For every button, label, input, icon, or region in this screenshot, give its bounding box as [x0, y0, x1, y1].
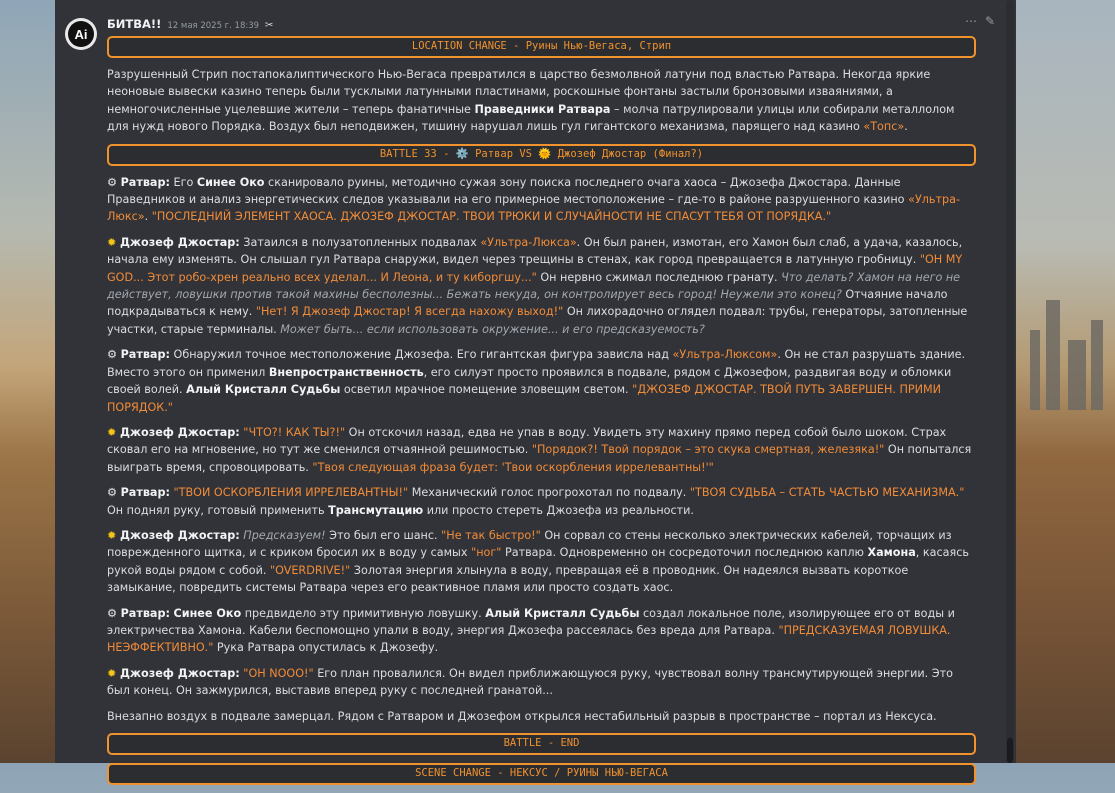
p1-orange-2: "ПОСЛЕДНИЙ ЭЛЕМЕНТ ХАОСА. ДЖОЗЕФ ДЖОСТАР. ТВОИ ТРЮКИ И СЛУЧАЙНОСТИ НЕ СПАСУТ ТЕБЯ ОТ ПОРЯДКА." [151, 210, 832, 224]
message-actions [965, 14, 995, 28]
scene-change-banner: SCENE CHANGE - НЕКСУС / РУИНЫ НЬЮ-ВЕГАСА [107, 763, 976, 785]
p7-orange-1: "ПРЕДСКАЗУЕМАЯ ЛОВУШКА. НЕЭФФЕКТИВНО." [107, 623, 951, 655]
message-header [107, 17, 273, 33]
paragraph-ratvar-1 [107, 174, 976, 226]
p6-orange-3: "OVERDRIVE!" [269, 563, 351, 577]
p2-text-5: Он лихорадочно оглядел подвал: трубы, генераторы, затопленные участки, старые терминалы. [107, 305, 968, 336]
location-change-banner: LOCATION CHANGE - Руины Нью-Вегаса, Стрип [107, 36, 976, 58]
scrollbar-track[interactable] [1006, 0, 1014, 763]
speaker-name: Ратвар: [120, 175, 170, 189]
p3-orange-1: «Ультра-Люксом» [672, 348, 778, 362]
speaker-name: Джозеф Джостар: [119, 528, 240, 542]
p5-orange-1: "ТВОИ ОСКОРБЛЕНИЯ ИРРЕЛЕВАНТНЫ!" [173, 486, 409, 500]
paragraph-ratvar-3 [107, 484, 976, 519]
p6-bold-1: Хамона [867, 546, 916, 560]
p2-text-1: Затаился в полузатопленных подвалах [239, 235, 481, 249]
timestamp[interactable]: 12 мая 2025 г. 18:39 [167, 21, 260, 31]
p1-text-1: Его [169, 175, 197, 189]
intro-text-1: Разрушенный Стрип постапокалиптического Нью-Вегаса превратился в царство безмолвной латуни под властью Ратвара. Некогда яркие неоновые вывески казино теперь были тусклыми латунными пластинами, роскошные фонтаны застыли бронзовыми изваяниями, а немногочисленные уцелевшие жители – теперь фанатичные [107, 68, 931, 116]
p6-text-5: Золотая энергия хлынула в воду, превращая её в проводник. Он надеялся вызвать короткое замыкание, повредить системы Ратвара через его реактивное пламя или просто создать хаос. [107, 563, 909, 595]
p2-text-2: . Он был ранен, измотан, его Хамон был слаб, а удача, казалось, начала ему изменять. Он слышал гул Ратвара снаружи, видел через трещины в стенах, как город превращается в латунную гробницу. [107, 235, 963, 267]
speaker-name: Джозеф Джостар: [119, 666, 240, 680]
avatar-text: Ai [68, 21, 94, 47]
paragraph-joseph-1 [107, 234, 976, 338]
sun-icon: ✹ [107, 425, 117, 439]
gear-icon: ⚙ [107, 606, 118, 620]
intro-text-3: . [904, 120, 908, 134]
p2-italic-2: Может быть... если использовать окружение... и его предсказуемость? [280, 322, 705, 336]
p7-bold-2: Алый Кристалл Судьбы [485, 606, 640, 620]
p4-orange-2: "Порядок?! Твой порядок – это скука смертная, железяка!" [531, 443, 885, 457]
battle-end-banner: BATTLE - END [107, 733, 976, 755]
p8-text-1: Его план провалился. Он видел приближающуюся руку, чувствовал волну трансмутирующей энергии. Это был конец. Он зажмурился, выставив вперед руку с последней гранатой... [107, 666, 953, 698]
p7-text-2: создал локальное поле, изолирующее его от воды и электричества Хамона. Кабели беспомощно упали в воду, энергия Джозефа рассеялась без вреда для Ратвара. [107, 606, 955, 637]
p5-text-1: Механический голос прогрохотал по подвалу. [408, 486, 690, 500]
p6-text-4: , касаясь рукой воды рядом с собой. [107, 546, 969, 577]
chat-panel [55, 0, 1016, 780]
p6-orange-2: "ног" [471, 546, 502, 560]
p2-italic-1: Что делать? Хамон на него не действует, ловушки против такой махины бесполезны... Бежать некуда, он контролирует весь город! Неужели это конец? [107, 270, 961, 302]
p7-text-3: Рука Ратвара опустилась к Джозефу. [213, 641, 439, 655]
pin-icon: ✂ [265, 20, 274, 31]
p6-text-3: Ратвара. Одновременно он сосредоточил последнюю каплю [501, 546, 868, 560]
gear-icon: ⚙ [107, 348, 118, 362]
intro-bold-1: Праведники Ратвара [474, 102, 611, 116]
p1-text-2: сканировало руины, методично сужая зону поиска последнего очага хаоса – Джозефа Джостара. Данные Праведников и анализ энергетических следов указывали на его примерное местоположение – где-то в районе разрушенного казино [107, 175, 909, 207]
p2-text-4: Отчаяние начало подкрадываться к нему. [107, 288, 948, 319]
p6-italic-1: Предсказуем! [243, 528, 326, 542]
message-content [107, 36, 976, 793]
p7-bold-1: Синее Око [173, 606, 242, 620]
gear-icon: ⚙ [107, 486, 118, 500]
avatar[interactable] [65, 18, 97, 50]
p4-orange-3: "Твоя следующая фраза будет: 'Твои оскорбления иррелевантны!'" [312, 460, 714, 474]
p3-bold-2: Алый Кристалл Судьбы [186, 383, 341, 397]
intro-text-2: – молча патрулировали улицы или собирали металлолом для нужд нового Порядка. Воздух был неподвижен, тишину нарушал лишь гул гигантского механизма, парящего над казино [107, 102, 955, 134]
p4-text-1: Он отскочил назад, едва не упав в воду. Увидеть эту махину прямо перед собой было шоком. Страх сковал его на мгновение, но тут же сменился отчаянной решимостью. [107, 425, 947, 457]
p2-orange-3: "Нет! Я Джозеф Джостар! Я всегда нахожу выход!" [255, 305, 564, 319]
background-right [1016, 0, 1115, 763]
p3-text-1: Обнаружил точное местоположение Джозефа. Его гигантская фигура зависла над [169, 348, 673, 362]
paragraph-joseph-4 [107, 665, 976, 700]
p8-orange-1: "OH NOOO!" [243, 666, 314, 680]
p6-text-1: Это был его шанс. [325, 528, 442, 542]
paragraph-ratvar-4 [107, 605, 976, 657]
speaker-name: Ратвар: [120, 348, 170, 362]
p3-text-2: . Он не стал разрушать здание. Вместо этого он применил [107, 348, 966, 379]
sun-icon: ✹ [107, 235, 117, 249]
scrollbar-thumb[interactable] [1007, 738, 1013, 763]
p1-bold-1: Синее Око [196, 175, 265, 189]
p5-text-3: или просто стереть Джозефа из реальности. [423, 503, 694, 517]
p7-text-1: предвидело эту примитивную ловушку. [241, 606, 486, 620]
intro-orange-1: «Топс» [863, 120, 905, 134]
p5-bold-1: Трансмутацию [328, 503, 424, 517]
p3-bold-1: Внепространственность [268, 365, 424, 379]
p1-text-3: . [144, 210, 152, 224]
p4-text-2: Он попытался выиграть время, спровоцировать. [107, 443, 972, 474]
p2-orange-2: "OH MY GOD... Этот робо-хрен реально всех уделал... И Леона, и ту киборгшу..." [107, 253, 963, 284]
p6-orange-1: "Не так быстро!" [441, 528, 541, 542]
more-icon[interactable]: ⋯ [965, 14, 977, 28]
speaker-name: Ратвар: [120, 486, 170, 500]
p1-orange-1: «Ультра-Люкс» [107, 193, 961, 224]
sun-icon: ✹ [107, 666, 117, 680]
paragraph-joseph-2 [107, 424, 976, 476]
intro-paragraph [107, 66, 976, 136]
edit-icon[interactable]: ✎ [985, 14, 996, 28]
background-left [0, 0, 55, 763]
p3-orange-2: "ДЖОЗЕФ ДЖОСТАР. ТВОЙ ПУТЬ ЗАВЕРШЕН. ПРИМИ ПОРЯДОК." [107, 383, 942, 414]
p5-text-2: Он поднял руку, готовый применить [107, 503, 329, 517]
battle-banner: BATTLE 33 - ⚙️ Ратвар VS 🌞 Джозеф Джостар (Финал?) [107, 144, 976, 166]
paragraph-ratvar-2 [107, 346, 976, 416]
p3-text-4: осветил мрачное помещение зловещим светом. [340, 383, 633, 397]
p6-text-2: Он сорвал со стены несколько электрических кабелей, торчащих из поврежденного щитка, и с криком бросил их в воду у самых [107, 528, 952, 560]
p5-orange-2: "ТВОЯ СУДЬБА – СТАТЬ ЧАСТЬЮ МЕХАНИЗМА." [689, 486, 965, 500]
gear-icon: ⚙ [107, 175, 118, 189]
sun-icon: ✹ [107, 528, 117, 542]
speaker-name: Ратвар: [120, 606, 170, 620]
speaker-name: Джозеф Джостар: [119, 425, 240, 439]
p2-text-3: Он нервно сжимал последнюю гранату. [536, 270, 782, 284]
paragraph-joseph-3 [107, 527, 976, 597]
outro-paragraph: Внезапно воздух в подвале замерцал. Рядом с Ратваром и Джозефом открылся нестабильный разрыв в пространстве – портал из Нексуса. [107, 709, 937, 723]
author-name[interactable]: БИТВА!! [107, 17, 162, 31]
speaker-name: Джозеф Джостар: [119, 235, 240, 249]
p3-text-3: , его силуэт просто проявился в подвале, рядом с Джозефом, раздвигая воду и обломки своей волей. [107, 365, 952, 397]
p2-orange-1: «Ультра-Люкса» [480, 235, 577, 249]
p4-orange-1: "ЧТО?! КАК ТЫ?!" [243, 425, 346, 439]
